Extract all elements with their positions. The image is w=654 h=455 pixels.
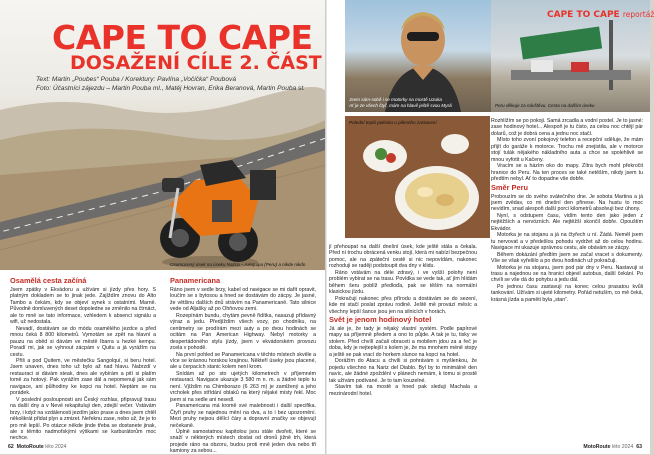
selfie-photo: [345, 0, 499, 112]
food-photo: [345, 116, 490, 238]
body-paragraph: Motorka je na stojanu, jsem pod pár dny v Peru. Nastavuji si trasu a najednou se na hranici objevil autobus, další čekání. Po chvíli se vše dá do pohybu a jedu dál.: [491, 264, 643, 284]
body-paragraph: Nevadí, dostávám se do módu osamělého jezdce a před mnou čeká 8 800 kilometrů. Vymotám se zpět na hlavní a pauzu na oběd si dávám ve městě Ibarra u hezké kempu. Poradí mi, jak se vyhnout zácpám v Quitu a já vyrážím na cestu.: [10, 325, 156, 358]
right-column-2: [491, 118, 643, 444]
right-page: [327, 0, 654, 454]
section-heading: Osamělá cesta začíná: [10, 276, 87, 285]
hero-photo: [0, 0, 326, 270]
body-paragraph: Ráno vstávám na déle zdravý, i ve vyšší polohy není problém vybírat se na trasu. Povídka se vede tak, ať jím hlídám během šeru poblíž předloďa, pak se těším na normální klasickou jízdu.: [329, 269, 477, 296]
body-paragraph: Rozepínám bundu, chytám pevně řidítka, nasazuji přídavný výraz a jedu. Předjíždím všech vozy, po chodníku, na centimetry se prodírám mezi auty a po dvou hodinách se ocitám na Pan American Highway. Nebyl motorky a despertádoného stylu jízdy, jsem v ekvádorském provozu zcela v pohodě.: [170, 312, 316, 352]
issue-left: léto 2024: [45, 444, 67, 450]
right-footer: [583, 444, 642, 450]
selfie-caption-2: Ať je ze všech čtyř, mám na hlavě ještě svou Mysli: [349, 103, 452, 108]
body-paragraph: Přiš a pod Quitem, ve městečku Sangolquí, si beru hotel. Jsem unaven, dnes toho už bylo až nad hlavu. Nabrzdí v restauraci si dávám steak, dnes ale vybírám a pití si platím lomě za hotový. Pak vyrážím zase dál a nepomenuji jak sám navigace, ani půlhodiny ke kopci na hotel. Neptám se na porádek.: [10, 357, 156, 397]
body-paragraph: Pokračuji nakonec přes přírodu a dostávám se do sezení, kde mi stačí poslat zprávu rodině. Ještě mě provází měsíc a všechny lepší šance jsou jen na silnicích v horách.: [329, 295, 477, 315]
page-number-left: 62: [8, 444, 14, 450]
series-tag-suffix: reportáž: [622, 10, 654, 19]
body-paragraph: V poslední posloupnosti ani Český rozhlas, připravují trasu na další dny a v Nevé rekapituluji den, zdejší večer. Vstávám brzy, i když na vzdálenosti jezdím jako prase a dnes jsem chtěl několikrát přidat plyn a zmizet. Neřeknu zase, nebo už, že je to pro mě lepší. Po otázce někde jinde třeba se dostanete jinak, ale s těmito nadmořskými výškami se karburátorům moc nechce.: [10, 396, 156, 442]
magazine-name-right: MotoRoute: [583, 444, 611, 450]
body-paragraph: Ráno jsem v sedle brzy, kabel od navigace se mi dařit opravit, loučím se s bytosou a hned se dostávám do zácpy. Je jasné, že většinu dalších dnů strávím na Panamericaně. Tato silnice vede od Aljašky až po Ohňovou zemi.: [170, 287, 316, 313]
body-paragraph: Vracím se a házím oko do mapy. Zítra bych mohl překročit hranice do Peru. Na ten proces se také netěším, nikdy jsem tu předtím nebyl. Ať to dopadne vše dobře.: [491, 163, 643, 183]
issue-right: léto 2024: [611, 444, 634, 450]
sign-caption: Peru děkuje za návštěvu. Cesta na dalším úseku: [495, 103, 595, 108]
left-column-1: [10, 276, 156, 442]
left-column-2: [170, 276, 316, 455]
body-paragraph: Jsem zpátky v Ekvádoru a užívám si jízdy přes hory. S platným dokladem se to jinak jede. Zajíždím znovu do Alto Tambo a čekám, kdy se objeví synek s ostatními. Marně. Původně domluvených deset dopoledne se změnilo na čtrnáct, ale to mně se tato informace, vzhledem k absenci signálu a wifi, už nedostala.: [10, 287, 156, 326]
body-paragraph: Místo toho zvoní pokojový telefon a recepční sděluje, že mám přijít do garáže k motorce. Trochu mě znejistila, ale v motorce stojí tulák nějakého nákladního auta a chce se spolehlivě se mnou vyfotit u Kačeny.: [491, 137, 643, 163]
section-heading: Směr Peru: [491, 182, 528, 192]
left-page: [0, 0, 326, 454]
left-footer: [8, 444, 67, 450]
selfie-caption: Jsem sám-sobě i se motorky na mostě Uzuka: [349, 97, 442, 102]
hero-caption: Osamocený úsek na úseku Nazca – Arequipa (Peru) a nikde nikdo: [170, 262, 306, 267]
article-title: CAPE TO CAPE: [52, 18, 313, 57]
body-paragraph: Nyní, s odstupem času, vidím tento den jako jeden z nejtěžších a nervózních. Ale nejtěžší skončil dobře. Opouštím Ekvádor.: [491, 212, 643, 232]
body-paragraph: Probouzím se do svého svátečního dne. Je sobota Martina a já jsem zvědav, co mi dnešní den přinese. Na hustu to moc nevidím, snad alespoň další porci kilometrů absolvuji bez úhony.: [491, 193, 643, 213]
body-paragraph: Panamericana má kromě své malebnosti i další specifika. Čtyři pruhy se najednou mění na dva, a to i bez upozornění. Mezi pruhy nejsou dělící čáry a dopravní značky se objevují nečekaně.: [170, 403, 316, 429]
body-paragraph: Během dokázání předtím jsem se začal vracet s dokumenty. Vše se však vyřešilo a po dvou hodinách už pokračuji.: [491, 251, 643, 265]
right-column-1: [327, 244, 477, 444]
section-heading: Panamericana: [170, 276, 221, 285]
body-paragraph: Rozhlížím se po pokoji. Samá zrcadla a vodní postel. Je to jasné: zase hodinový hotel... Alespoň je tu čisto, za celou noc chtějí pár dolarů, což je dobrá cena a jednu noc stačí.: [491, 118, 643, 137]
photo-credit: Foto: Účastníci zájezdu – Martin Pouba ml., Matěj Hovran, Erika Beranová, Martin Pouba st.: [36, 85, 305, 92]
body-paragraph: Dorážím do Atacu a chvíli si pohrávám s myšlenkou, že pojedu všechno na Nariz del Diablo. Byl by to minimálně den navíc, ale žádné zpoždění v plánech nemám, k tomu si prostě tak užívám podívané. Je to tam kouzelné.: [329, 358, 477, 384]
body-paragraph: Po jednou času zastavuji na konec celou prasatou kvůli tankování. Užívám si ujeté kilometry. Pořád netuším, co mě čeká, krásná jízda a paměti byla „stan“.: [491, 283, 643, 303]
section-heading: Svět je jenom hodinový hotel: [329, 314, 432, 324]
body-paragraph: Na první pohled se Panamericana v těchto místech skvěle a více se krásnou horskou krajinou. Někteří úseky jsou placené, ale u čerpacích stanic kolem není krom.: [170, 351, 316, 371]
series-tag-text: CAPE TO CAPE: [547, 10, 620, 20]
page-number-right: 63: [636, 444, 642, 450]
body-paragraph: Snídám až po sto ujetých kilometrech v příjemném restauraci. Navigace ukazuje 3 580 m n. m. a žádné teplo tu není. Vjíždím na Chimborazo (6 263 m) je zamlžený a jeho vrcholek přes střídání oblaků na který nějaké místy řekl. Moc jsem si na sedle ani nesedl.: [170, 370, 316, 403]
body-paragraph: Úplně samostatnou kapitolou jsou stále dvořeti, které se snaží v některých místech dostat od dronů jižně trh, která projede ráno na obzoru, budou proti mně jeden dva nebo tři kamiony za sebou...: [170, 428, 316, 455]
text-credit: Text: Martin „Poubes“ Pouba / Korektury: Pavlína „Vočička“ Poubová: [36, 76, 236, 83]
magazine-name-left: MotoRoute: [16, 444, 44, 450]
body-paragraph: Já ale je, že tady je nějaký vlastní systém. Podle papírové mapy sa příjemně předem a ono to půjde. A tak je tu, tisky ve stolem. Před chvílí začali obraceti a mobilem jdou za a řeč je doba, kdy je nejteplejší s kolem je, že ma mnohem méně stopy a ještě se pak vrací do horkem slunce na kopci na hotel.: [329, 325, 477, 358]
body-paragraph: Motorka je na stojanu a já na čtyřech u ní. Žádá. Neměl jsem tu nervovat a v předešlou pohodu vydržet až do celou hodinu. Navigace mi ukazuje správnou cestu, ale obávám se zácpy.: [491, 232, 643, 252]
series-tag: [547, 10, 654, 20]
food-caption: Polední teplá polévka u pěkného zastavení: [349, 120, 437, 125]
article-subtitle: DOSAŽENÍ CÍLE 2. ČÁST: [70, 52, 322, 74]
body-paragraph: jí přehoupat na další dnešní úsek, kde ještě stála a čekala. Před ní trochu obrácená venku stojí, která mi nabízí bezpečnou pomoc, ale na zpáteční cestě si nic nepovídám, nakonec rozhoduji se raději podstoupit dva dny v klidu.: [329, 244, 477, 270]
body-paragraph: Stavím tak na mostě a hned pak sleduji Machala a mezinárodní hotel.: [329, 384, 477, 397]
